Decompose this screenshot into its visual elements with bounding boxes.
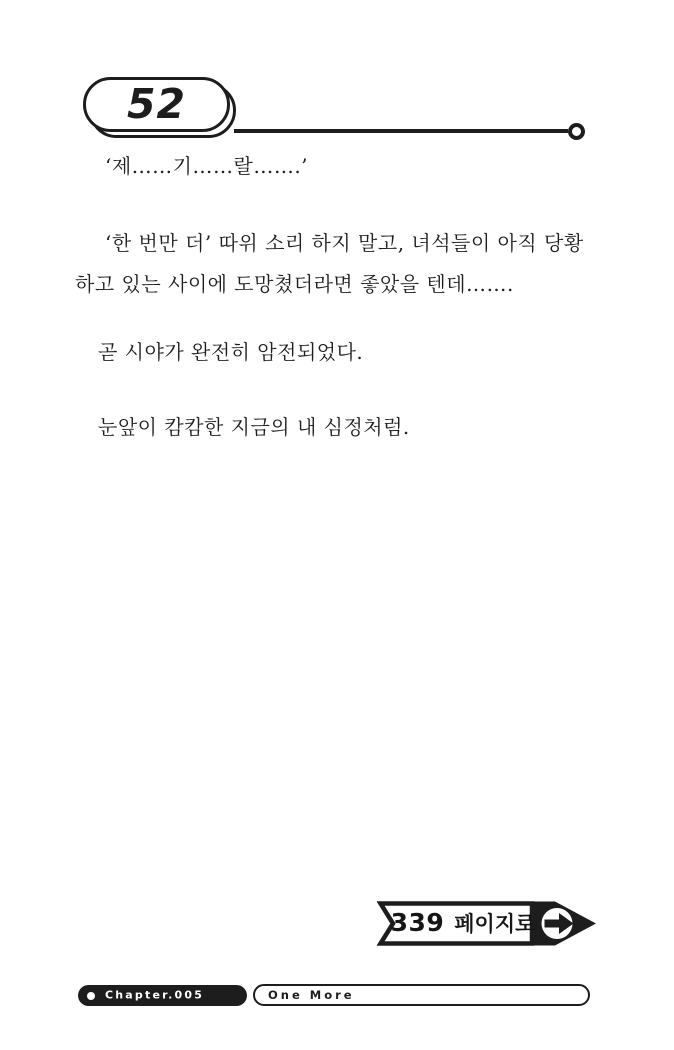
goto-page-suffix: 페이지로	[454, 911, 536, 936]
chapter-badge	[78, 985, 247, 1006]
chapter-label: Chapter.005	[105, 988, 205, 1002]
section-number: 52	[126, 79, 187, 128]
goto-page-label	[390, 900, 536, 945]
goto-page-button[interactable]	[377, 900, 597, 947]
goto-page-number: 339	[390, 908, 445, 937]
paragraph-2-line-1: ‘한 번만 더’ 따위 소리 하지 말고, 녀석들이 아직 당황	[105, 231, 584, 255]
paragraph-4: 눈앞이 캄캄한 지금의 내 심정처럼.	[98, 415, 410, 439]
paragraph-2-line-2: 하고 있는 사이에 도망쳤더라면 좋았을 텐데…….	[75, 272, 514, 296]
paragraph-3: 곧 시야가 완전히 암전되었다.	[98, 340, 364, 364]
paragraph-quote-1: ‘제……기……랄…….’	[105, 154, 309, 178]
ring-terminal-icon	[568, 123, 585, 140]
section-number-badge	[83, 77, 230, 132]
book-title-label: One More	[268, 988, 355, 1002]
white-dot-icon	[87, 992, 95, 1000]
paragraph-2	[75, 223, 607, 305]
book-title-badge	[253, 984, 590, 1006]
header-rule-line	[234, 129, 568, 133]
